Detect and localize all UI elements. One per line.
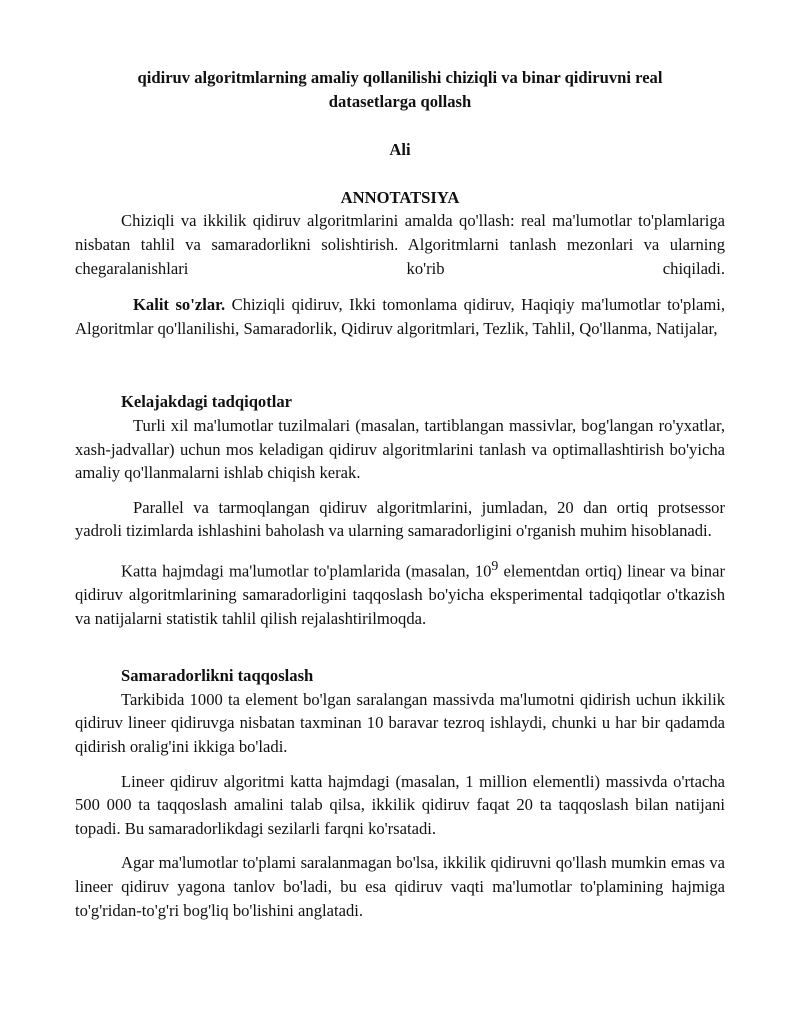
future-paragraph-3 [75, 554, 725, 630]
paper-title: qidiruv algoritmlarning amaliy qollanilishi chiziqli va binar qidiruvni real datasetlarga qollash [137, 68, 663, 111]
future-research-heading: Kelajakdagi tadqiqotlar [121, 392, 293, 412]
keywords-text: Chiziqli qidiruv, Ikki tomonlama qidiruv, Haqiqiy ma'lumotlar to'plami, Algoritmlar qo'llanilishi, Samaradorlik, Qidiruv algoritmlari, Tezlik, Tahlil, Qo'llanma, Natijalar, [75, 295, 725, 338]
abstract-heading: ANNOTATSIYA [340, 187, 460, 207]
future-p3-exponent: 9 [491, 557, 499, 573]
future-paragraph-2: Parallel va tarmoqlangan qidiruv algoritmlarini, jumladan, 20 dan ortiq protsessor yadroli tizimlarda ishlashini baholash va ularning samaradorligini o'rganish muhim hisoblanadi. [75, 497, 725, 541]
performance-paragraph-3: Agar ma'lumotlar to'plami saralanmagan bo'lsa, ikkilik qidiruvni qo'llash mumkin emas va lineer qidiruv yagona tanlov bo'ladi, bu esa qidiruv vaqti ma'lumotlar to'plamining hajmiga to'g'ridan-to'g'ri bog'liq bo'lishini anglatadi. [75, 853, 725, 920]
performance-paragraph-2: Lineer qidiruv algoritmi katta hajmdagi (masalan, 1 million elementli) massivda o'rtacha 500 000 ta taqqoslash amalini talab qilsa, ikkilik qidiruv faqat 20 ta taqqoslash bilan natijani topadi. Bu samaradorlikdagi sezilarli farqni ko'rsatadi. [75, 771, 725, 838]
author-name: Ali [389, 140, 411, 160]
future-p3-end: elementdan ortiq) linear va binar qidiruv algoritmlarining samaradorligini taqqoslash bo'yicha eksperimental tadqiqotlar o'tkazish va natijalarni statistik tahlil qilish rejalashtirilmoqda. [75, 561, 725, 628]
performance-paragraph-1: Tarkibida 1000 ta element bo'lgan saralangan massivda ma'lumotni qidirish uchun ikkilik qidiruv lineer qidiruvga nisbatan taxminan 10 baravar tezroq ishlaydi, chunki u har bir qadamda qidirish oralig'ini ikkiga bo'ladi. [75, 689, 725, 756]
future-paragraph-1: Turli xil ma'lumotlar tuzilmalari (masalan, tartiblangan massivlar, bog'langan ro'yxatlar, xash-jadvallar) uchun mos keladigan qidiruv algoritmlarini tanlash va optimallashtirish bo'yicha amaliy qo'llanmalarni ishlab chiqish kerak. [75, 415, 725, 483]
performance-heading: Samaradorlikni taqqoslash [121, 666, 314, 686]
abstract-text: Chiziqli va ikkilik qidiruv algoritmlarini amalda qo'llash: real ma'lumotlar to'plamlariga nisbatan tahlil va samaradorlikni solishtirish. Algoritmlarni tanlash mezonlari va ularning chegaralanishlari ko'rib chiqiladi. [75, 211, 725, 278]
keywords-paragraph [75, 293, 725, 340]
keywords-label: Kalit so'zlar. [133, 295, 226, 315]
future-p3-start: Katta hajmdagi ma'lumotlar to'plamlarida (masalan, 10 [121, 561, 492, 581]
